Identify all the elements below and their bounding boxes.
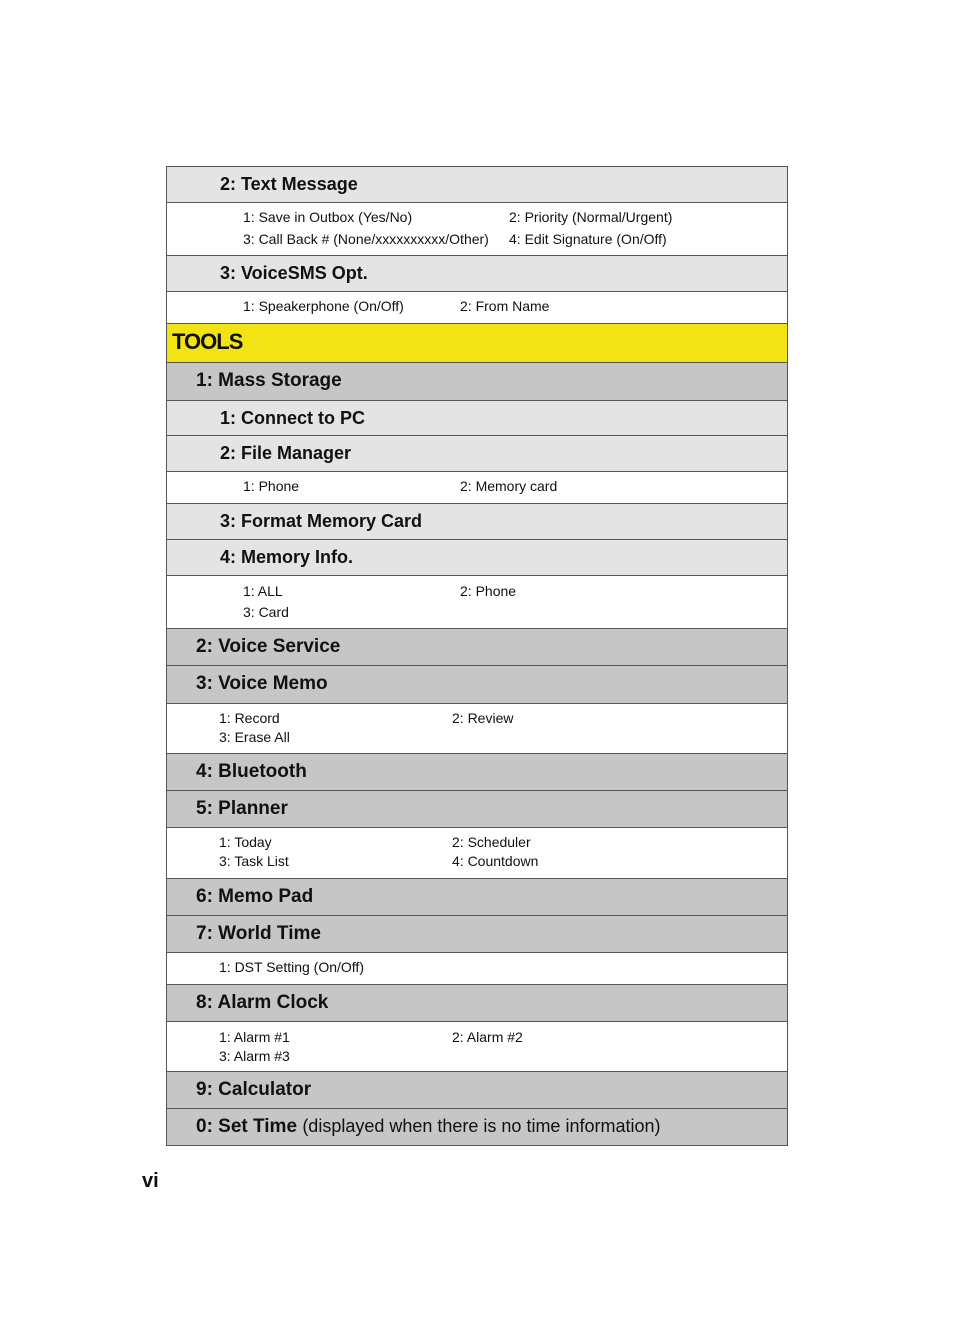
menu-item-title: 8: Alarm Clock xyxy=(196,992,329,1013)
menu-row-voice-service xyxy=(167,629,787,666)
option-item: 2: Scheduler xyxy=(452,834,531,850)
options-voice-memo xyxy=(167,704,787,754)
option-item: 3: Call Back # (None/xxxxxxxxxx/Other) xyxy=(243,231,489,247)
options-memory-info xyxy=(167,576,787,629)
options-planner xyxy=(167,828,787,879)
menu-row-mass-storage xyxy=(167,363,787,401)
menu-table xyxy=(166,166,788,1146)
option-item: 2: Review xyxy=(452,710,514,726)
option-item: 1: Speakerphone (On/Off) xyxy=(243,298,404,314)
menu-row-calculator xyxy=(167,1072,787,1109)
page-number: vi xyxy=(142,1170,159,1192)
option-item: 3: Erase All xyxy=(219,729,290,745)
menu-row-voicesms xyxy=(167,256,787,292)
option-item: 1: Today xyxy=(219,834,272,850)
menu-item-title: 2: Text Message xyxy=(220,174,358,194)
option-item: 1: Record xyxy=(219,710,280,726)
menu-row-text-message xyxy=(167,167,787,203)
option-item: 1: DST Setting (On/Off) xyxy=(219,959,364,975)
menu-row-memory-info xyxy=(167,540,787,576)
menu-item-title: 4: Memory Info. xyxy=(220,547,354,567)
menu-item-title: 2: File Manager xyxy=(220,443,352,463)
set-time-label: 0: Set Time xyxy=(196,1116,298,1137)
menu-item-title: 5: Planner xyxy=(196,798,288,819)
option-item: 1: ALL xyxy=(243,583,283,599)
options-file-manager xyxy=(167,472,787,504)
menu-item-title: 6: Memo Pad xyxy=(196,886,314,907)
option-item: 2: Priority (Normal/Urgent) xyxy=(509,209,673,225)
options-text-message xyxy=(167,203,787,256)
menu-row-set-time xyxy=(167,1109,787,1146)
option-item: 2: Memory card xyxy=(460,478,558,494)
option-item: 4: Edit Signature (On/Off) xyxy=(509,231,667,247)
option-item: 2: Alarm #2 xyxy=(452,1029,523,1045)
menu-row-planner xyxy=(167,791,787,828)
menu-row-voice-memo xyxy=(167,666,787,704)
options-world-time xyxy=(167,953,787,985)
menu-item-title xyxy=(196,1116,660,1138)
menu-row-world-time xyxy=(167,916,787,953)
menu-item-title: 3: Voice Memo xyxy=(196,673,328,694)
option-item: 1: Alarm #1 xyxy=(219,1029,290,1045)
menu-item-title: 1: Connect to PC xyxy=(220,408,366,428)
menu-row-memo-pad xyxy=(167,879,787,916)
menu-row-alarm-clock xyxy=(167,985,787,1022)
option-item: 1: Phone xyxy=(243,478,300,494)
menu-item-title: 1: Mass Storage xyxy=(196,370,342,391)
menu-item-title: 3: VoiceSMS Opt. xyxy=(220,263,368,283)
menu-row-connect-to-pc xyxy=(167,401,787,436)
options-alarm-clock xyxy=(167,1022,787,1072)
option-item: 1: Save in Outbox (Yes/No) xyxy=(243,209,413,225)
option-item: 3: Card xyxy=(243,604,289,620)
menu-item-title: 3: Format Memory Card xyxy=(220,511,423,531)
section-title: TOOLS xyxy=(172,329,243,354)
option-item: 3: Task List xyxy=(219,853,289,869)
menu-item-title: 2: Voice Service xyxy=(196,636,341,657)
set-time-note: (displayed when there is no time information) xyxy=(302,1116,661,1136)
option-item: 2: Phone xyxy=(460,583,517,599)
menu-row-bluetooth xyxy=(167,754,787,791)
menu-row-file-manager xyxy=(167,436,787,472)
option-item: 2: From Name xyxy=(460,298,550,314)
option-item: 4: Countdown xyxy=(452,853,539,869)
menu-item-title: 9: Calculator xyxy=(196,1079,312,1100)
options-voicesms xyxy=(167,292,787,324)
menu-item-title: 4: Bluetooth xyxy=(196,761,307,782)
menu-row-format-memory-card xyxy=(167,504,787,540)
section-heading-tools xyxy=(167,324,787,363)
menu-item-title: 7: World Time xyxy=(196,923,321,944)
option-item: 3: Alarm #3 xyxy=(219,1048,290,1064)
